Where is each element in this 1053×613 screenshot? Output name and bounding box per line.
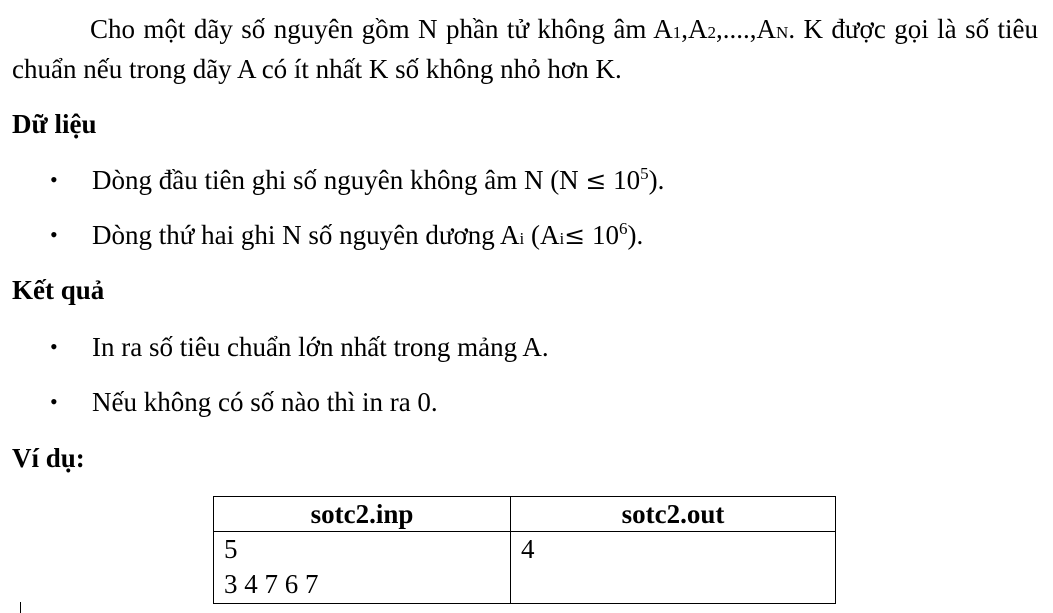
- output-heading: Kết quả: [12, 275, 105, 305]
- output-line-1: In ra số tiêu chuẩn lớn nhất trong mảng A.: [92, 332, 549, 362]
- input-value-line: 5: [224, 534, 238, 564]
- table-header-row: [214, 497, 836, 532]
- output-line-2: Nếu không có số nào thì in ra 0.: [92, 387, 438, 417]
- bullet-icon: •: [50, 389, 58, 414]
- column-header-output: sotc2.out: [511, 497, 836, 532]
- subscript-1: 1: [672, 23, 682, 42]
- statement-text-2: ,A: [681, 14, 708, 44]
- table-row: [214, 532, 836, 604]
- input-line-2: Dòng thứ hai ghi N số nguyên dương Ai $(Ai\le 10^6)$.: [92, 219, 644, 250]
- input-value-line: 3 4 7 6 7: [224, 569, 319, 599]
- statement-text-1: Cho một dãy số nguyên gồm N phần tử không âm A: [90, 14, 673, 44]
- example-heading: Ví dụ:: [12, 443, 85, 473]
- input-heading: Dữ liệu: [12, 109, 97, 139]
- bullet-icon: •: [50, 167, 58, 192]
- example-input-cell: [214, 532, 511, 604]
- example-table: [213, 496, 836, 604]
- statement-text-3: ,....,A: [716, 14, 777, 44]
- text-cursor: [20, 602, 21, 613]
- input-line-1: Dòng đầu tiên ghi số nguyên không âm N $(N \le 10^5)$.: [92, 164, 665, 195]
- statement-text-4: . K được gọi là số tiêu chuẩn nếu trong dãy A có ít nhất K số không nhỏ hơn K.: [12, 14, 1038, 84]
- subscript-2: 2: [707, 23, 717, 42]
- column-header-input: sotc2.inp: [214, 497, 511, 532]
- subscript-n: N: [776, 23, 789, 42]
- output-value-line: 4: [521, 534, 535, 564]
- problem-statement: [12, 9, 1038, 89]
- example-output-cell: [511, 532, 836, 604]
- bullet-icon: •: [50, 334, 58, 359]
- bullet-icon: •: [50, 222, 58, 247]
